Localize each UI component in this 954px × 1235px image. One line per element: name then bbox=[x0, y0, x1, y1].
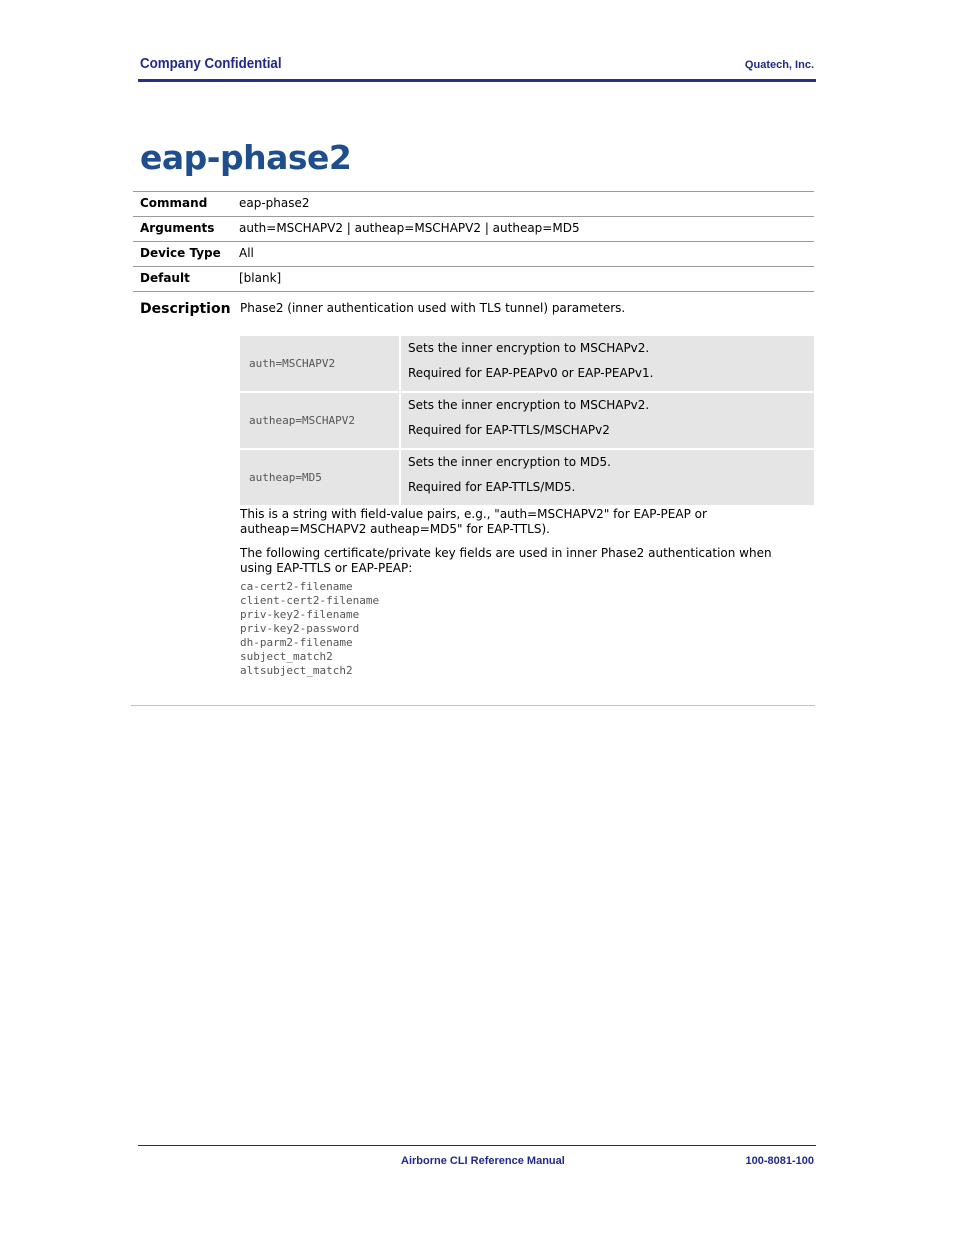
key-field: dh-parm2-filename bbox=[240, 636, 353, 649]
key-field: ca-cert2-filename bbox=[240, 580, 353, 593]
attr-value: auth=MSCHAPV2 | autheap=MSCHAPV2 | autheap=MD5 bbox=[239, 221, 580, 235]
param-line: Sets the inner encryption to MSCHAPv2. bbox=[408, 341, 650, 355]
attr-key: Default bbox=[140, 271, 190, 285]
footer-manual-title: Airborne CLI Reference Manual bbox=[401, 1155, 565, 1167]
parameters-table bbox=[240, 336, 814, 507]
key-field: priv-key2-filename bbox=[240, 608, 360, 621]
param-description bbox=[400, 336, 814, 392]
footer-divider bbox=[138, 1145, 816, 1146]
param-name: auth=MSCHAPV2 bbox=[240, 336, 400, 392]
param-line: Sets the inner encryption to MSCHAPv2. bbox=[408, 398, 650, 412]
param-name: autheap=MD5 bbox=[240, 449, 400, 506]
key-field-list bbox=[240, 580, 379, 678]
description-paragraph-2: The following certificate/private key fields are used in inner Phase2 authentication when using EAP-TTLS or EAP-PEAP: bbox=[240, 546, 772, 575]
attr-key: Device Type bbox=[140, 246, 221, 260]
key-field: subject_match2 bbox=[240, 650, 333, 663]
key-field: client-cert2-filename bbox=[240, 594, 380, 607]
param-row bbox=[240, 449, 814, 506]
header-divider bbox=[138, 79, 816, 82]
key-field: altsubject_match2 bbox=[240, 664, 353, 677]
attr-value: eap-phase2 bbox=[239, 196, 310, 210]
param-line: Required for EAP-TTLS/MD5. bbox=[408, 480, 576, 494]
description-label: Description bbox=[140, 301, 231, 317]
param-line: Required for EAP-TTLS/MSCHAPv2 bbox=[408, 423, 610, 437]
key-field: priv-key2-password bbox=[240, 622, 360, 635]
param-description bbox=[400, 449, 814, 506]
footer-document-number: 100-8081-100 bbox=[745, 1155, 814, 1167]
attr-key: Arguments bbox=[140, 221, 215, 235]
header-company-name: Quatech, Inc. bbox=[744, 59, 814, 71]
attr-row-command bbox=[133, 192, 814, 217]
param-description bbox=[400, 392, 814, 449]
param-line: Required for EAP-PEAPv0 or EAP-PEAPv1. bbox=[408, 366, 654, 380]
attr-row-device-type bbox=[133, 242, 814, 267]
command-attributes-table bbox=[133, 191, 814, 292]
attr-value: [blank] bbox=[239, 271, 282, 285]
page-title: eap-phase2 bbox=[140, 138, 352, 177]
attr-value: All bbox=[239, 246, 254, 260]
param-line: Sets the inner encryption to MD5. bbox=[408, 455, 611, 469]
description-paragraph-1: This is a string with field-value pairs, e.g., "auth=MSCHAPV2" for EAP-PEAP or autheap=MSCHAPV2 autheap=MD5" for EAP-TTLS). bbox=[240, 507, 707, 536]
description-intro: Phase2 (inner authentication used with TLS tunnel) parameters. bbox=[240, 301, 626, 315]
param-row bbox=[240, 392, 814, 449]
header-company-confidential: Company Confidential bbox=[140, 56, 282, 72]
param-row bbox=[240, 336, 814, 392]
param-name: autheap=MSCHAPV2 bbox=[240, 392, 400, 449]
attr-row-default bbox=[133, 267, 814, 292]
attr-key: Command bbox=[140, 196, 208, 210]
section-divider bbox=[131, 705, 815, 706]
attr-row-arguments bbox=[133, 217, 814, 242]
